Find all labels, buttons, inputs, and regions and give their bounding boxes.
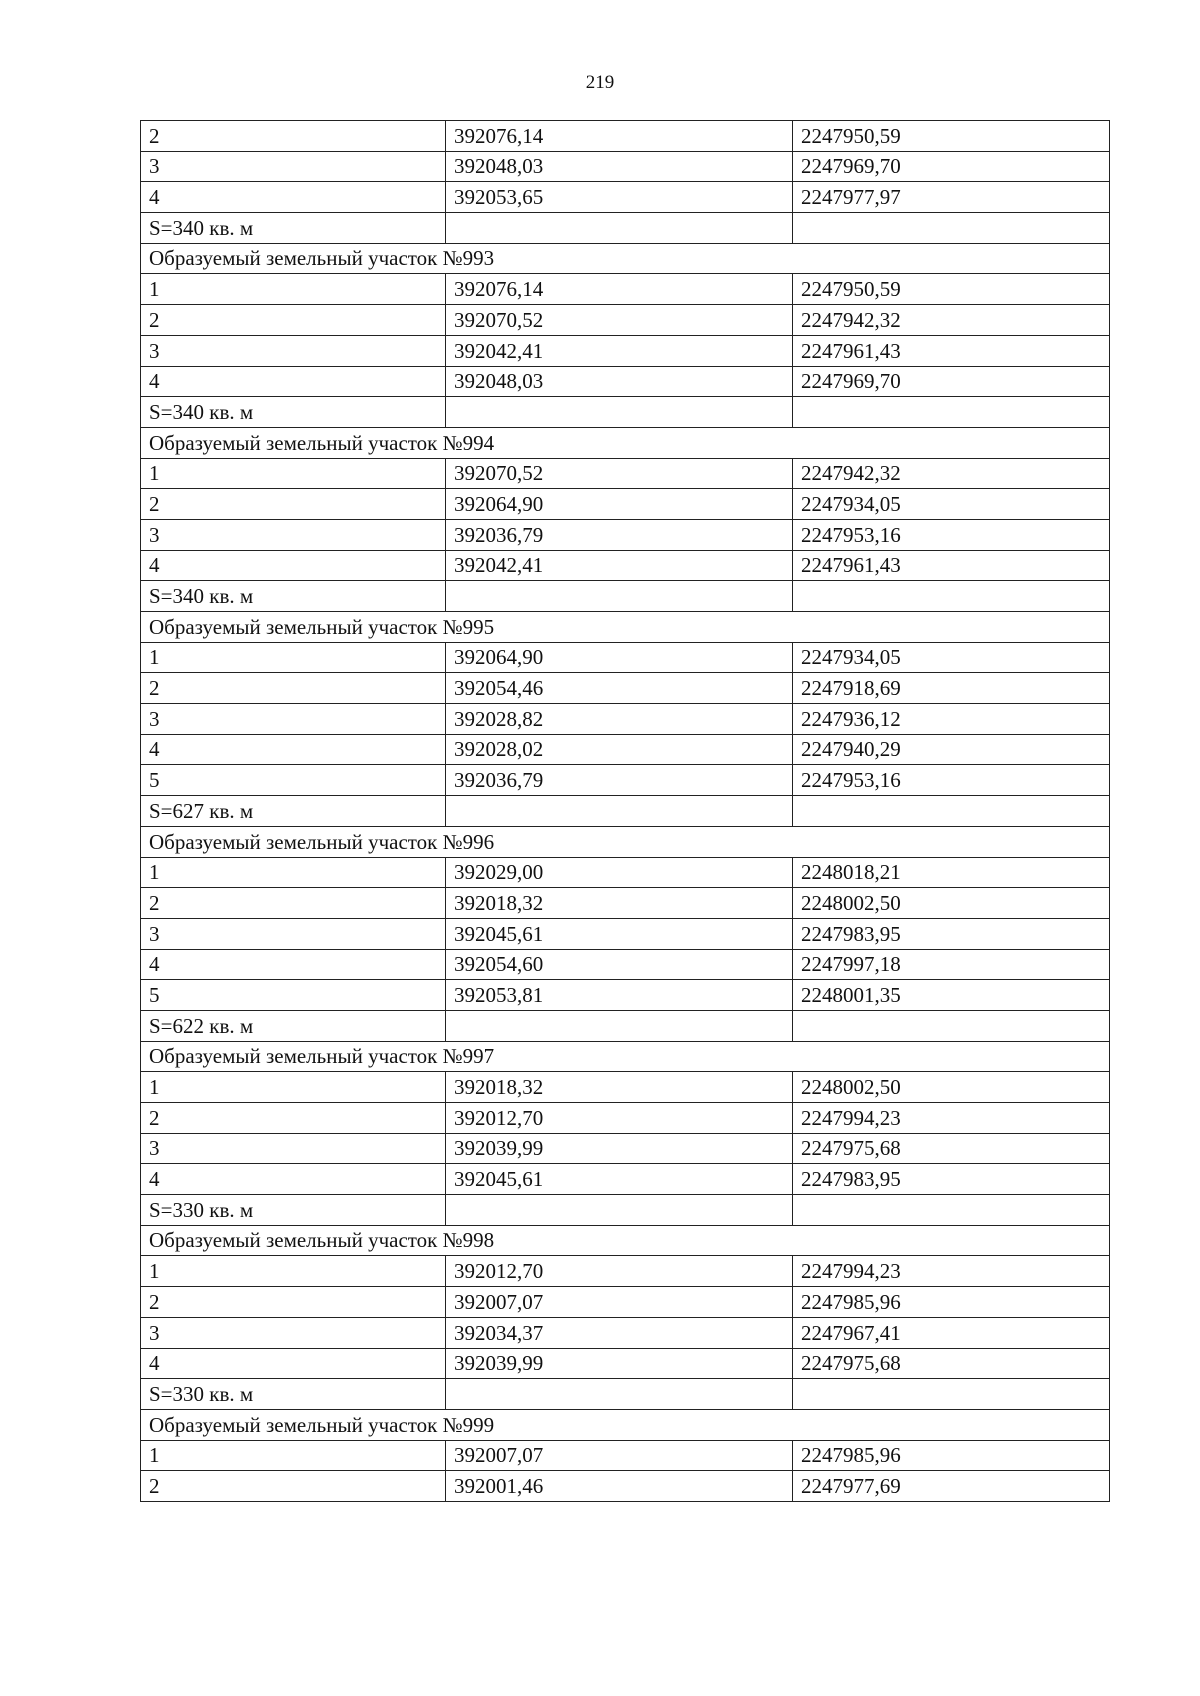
point-number-cell: 1 [141, 857, 446, 888]
page-number: 219 [585, 72, 615, 93]
x-coordinate-cell: 392042,41 [446, 550, 793, 581]
x-coordinate-cell: 392039,99 [446, 1133, 793, 1164]
y-coordinate-cell: 2247975,68 [793, 1133, 1110, 1164]
x-coordinate-cell: 392045,61 [446, 918, 793, 949]
point-number-cell: 1 [141, 1440, 446, 1471]
x-coordinate-cell: 392034,37 [446, 1317, 793, 1348]
x-coordinate-cell: 392012,70 [446, 1256, 793, 1287]
y-coordinate-cell: 2247977,97 [793, 182, 1110, 213]
y-coordinate-cell: 2248002,50 [793, 1072, 1110, 1103]
empty-cell [446, 581, 793, 612]
parcel-heading-cell: Образуемый земельный участок №995 [141, 612, 1110, 643]
y-coordinate-cell: 2247953,16 [793, 519, 1110, 550]
point-number-cell: 3 [141, 151, 446, 182]
x-coordinate-cell: 392042,41 [446, 335, 793, 366]
parcel-heading-row [141, 1041, 1110, 1072]
area-value-cell: S=340 кв. м [141, 581, 446, 612]
point-number-cell: 4 [141, 1164, 446, 1195]
area-value-cell: S=340 кв. м [141, 213, 446, 244]
y-coordinate-cell: 2247953,16 [793, 765, 1110, 796]
x-coordinate-cell: 392064,90 [446, 489, 793, 520]
y-coordinate-cell: 2247950,59 [793, 274, 1110, 305]
y-coordinate-cell: 2247985,96 [793, 1287, 1110, 1318]
y-coordinate-cell: 2247918,69 [793, 673, 1110, 704]
x-coordinate-cell: 392070,52 [446, 305, 793, 336]
point-number-cell: 2 [141, 1471, 446, 1502]
y-coordinate-cell: 2247942,32 [793, 458, 1110, 489]
y-coordinate-cell: 2247961,43 [793, 335, 1110, 366]
y-coordinate-cell: 2248018,21 [793, 857, 1110, 888]
point-row [141, 1348, 1110, 1379]
x-coordinate-cell: 392048,03 [446, 151, 793, 182]
point-row [141, 765, 1110, 796]
x-coordinate-cell: 392053,81 [446, 980, 793, 1011]
y-coordinate-cell: 2247936,12 [793, 704, 1110, 735]
y-coordinate-cell: 2247985,96 [793, 1440, 1110, 1471]
point-row [141, 366, 1110, 397]
y-coordinate-cell: 2247940,29 [793, 734, 1110, 765]
empty-cell [446, 1010, 793, 1041]
coordinates-table [140, 120, 1110, 1502]
y-coordinate-cell: 2247983,95 [793, 1164, 1110, 1195]
point-row [141, 305, 1110, 336]
y-coordinate-cell: 2248001,35 [793, 980, 1110, 1011]
point-number-cell: 1 [141, 1072, 446, 1103]
point-number-cell: 2 [141, 1287, 446, 1318]
area-value-cell: S=340 кв. м [141, 397, 446, 428]
empty-cell [446, 796, 793, 827]
area-row [141, 213, 1110, 244]
point-number-cell: 2 [141, 305, 446, 336]
point-row [141, 550, 1110, 581]
x-coordinate-cell: 392018,32 [446, 888, 793, 919]
point-number-cell: 2 [141, 489, 446, 520]
parcel-heading-row [141, 826, 1110, 857]
x-coordinate-cell: 392070,52 [446, 458, 793, 489]
x-coordinate-cell: 392054,46 [446, 673, 793, 704]
coordinates-table-body [141, 121, 1110, 1502]
x-coordinate-cell: 392029,00 [446, 857, 793, 888]
empty-cell [793, 1379, 1110, 1410]
y-coordinate-cell: 2247977,69 [793, 1471, 1110, 1502]
point-number-cell: 4 [141, 182, 446, 213]
point-row [141, 335, 1110, 366]
point-row [141, 121, 1110, 152]
x-coordinate-cell: 392048,03 [446, 366, 793, 397]
point-row [141, 182, 1110, 213]
point-row [141, 458, 1110, 489]
point-row [141, 642, 1110, 673]
x-coordinate-cell: 392028,02 [446, 734, 793, 765]
parcel-heading-row [141, 243, 1110, 274]
parcel-heading-cell: Образуемый земельный участок №996 [141, 826, 1110, 857]
point-row [141, 673, 1110, 704]
parcel-heading-row [141, 427, 1110, 458]
point-row [141, 1287, 1110, 1318]
area-row [141, 1195, 1110, 1226]
point-number-cell: 1 [141, 1256, 446, 1287]
area-row [141, 796, 1110, 827]
y-coordinate-cell: 2247950,59 [793, 121, 1110, 152]
x-coordinate-cell: 392007,07 [446, 1287, 793, 1318]
point-number-cell: 1 [141, 642, 446, 673]
x-coordinate-cell: 392001,46 [446, 1471, 793, 1502]
parcel-heading-cell: Образуемый земельный участок №999 [141, 1409, 1110, 1440]
point-number-cell: 4 [141, 1348, 446, 1379]
y-coordinate-cell: 2247967,41 [793, 1317, 1110, 1348]
point-row [141, 1072, 1110, 1103]
x-coordinate-cell: 392064,90 [446, 642, 793, 673]
point-row [141, 1471, 1110, 1502]
parcel-heading-cell: Образуемый земельный участок №998 [141, 1225, 1110, 1256]
x-coordinate-cell: 392039,99 [446, 1348, 793, 1379]
empty-cell [446, 1195, 793, 1226]
point-number-cell: 4 [141, 734, 446, 765]
point-number-cell: 3 [141, 704, 446, 735]
point-row [141, 704, 1110, 735]
point-row [141, 489, 1110, 520]
y-coordinate-cell: 2247983,95 [793, 918, 1110, 949]
parcel-heading-cell: Образуемый земельный участок №993 [141, 243, 1110, 274]
y-coordinate-cell: 2248002,50 [793, 888, 1110, 919]
point-number-cell: 2 [141, 1103, 446, 1134]
point-number-cell: 3 [141, 1133, 446, 1164]
point-number-cell: 3 [141, 519, 446, 550]
parcel-heading-row [141, 612, 1110, 643]
point-row [141, 1317, 1110, 1348]
parcel-heading-cell: Образуемый земельный участок №997 [141, 1041, 1110, 1072]
empty-cell [446, 1379, 793, 1410]
x-coordinate-cell: 392053,65 [446, 182, 793, 213]
empty-cell [793, 796, 1110, 827]
point-number-cell: 5 [141, 765, 446, 796]
empty-cell [793, 397, 1110, 428]
point-row [141, 1133, 1110, 1164]
parcel-heading-cell: Образуемый земельный участок №994 [141, 427, 1110, 458]
point-number-cell: 4 [141, 366, 446, 397]
point-number-cell: 5 [141, 980, 446, 1011]
point-number-cell: 4 [141, 949, 446, 980]
area-value-cell: S=627 кв. м [141, 796, 446, 827]
point-row [141, 980, 1110, 1011]
y-coordinate-cell: 2247969,70 [793, 366, 1110, 397]
point-row [141, 888, 1110, 919]
y-coordinate-cell: 2247961,43 [793, 550, 1110, 581]
y-coordinate-cell: 2247969,70 [793, 151, 1110, 182]
point-row [141, 1256, 1110, 1287]
x-coordinate-cell: 392018,32 [446, 1072, 793, 1103]
y-coordinate-cell: 2247994,23 [793, 1103, 1110, 1134]
empty-cell [793, 581, 1110, 612]
area-value-cell: S=622 кв. м [141, 1010, 446, 1041]
y-coordinate-cell: 2247942,32 [793, 305, 1110, 336]
x-coordinate-cell: 392036,79 [446, 519, 793, 550]
point-row [141, 1440, 1110, 1471]
area-value-cell: S=330 кв. м [141, 1195, 446, 1226]
point-number-cell: 4 [141, 550, 446, 581]
point-number-cell: 2 [141, 888, 446, 919]
x-coordinate-cell: 392036,79 [446, 765, 793, 796]
empty-cell [793, 1195, 1110, 1226]
point-row [141, 151, 1110, 182]
point-row [141, 857, 1110, 888]
x-coordinate-cell: 392054,60 [446, 949, 793, 980]
y-coordinate-cell: 2247997,18 [793, 949, 1110, 980]
empty-cell [446, 213, 793, 244]
x-coordinate-cell: 392076,14 [446, 121, 793, 152]
parcel-heading-row [141, 1409, 1110, 1440]
x-coordinate-cell: 392007,07 [446, 1440, 793, 1471]
x-coordinate-cell: 392028,82 [446, 704, 793, 735]
area-row [141, 581, 1110, 612]
point-row [141, 949, 1110, 980]
point-number-cell: 1 [141, 458, 446, 489]
point-row [141, 274, 1110, 305]
area-row [141, 397, 1110, 428]
empty-cell [793, 213, 1110, 244]
point-number-cell: 3 [141, 918, 446, 949]
point-number-cell: 3 [141, 335, 446, 366]
area-row [141, 1379, 1110, 1410]
point-row [141, 734, 1110, 765]
point-row [141, 1164, 1110, 1195]
point-row [141, 1103, 1110, 1134]
point-number-cell: 3 [141, 1317, 446, 1348]
x-coordinate-cell: 392076,14 [446, 274, 793, 305]
parcel-heading-row [141, 1225, 1110, 1256]
y-coordinate-cell: 2247934,05 [793, 489, 1110, 520]
point-row [141, 918, 1110, 949]
empty-cell [793, 1010, 1110, 1041]
area-value-cell: S=330 кв. м [141, 1379, 446, 1410]
point-number-cell: 1 [141, 274, 446, 305]
y-coordinate-cell: 2247934,05 [793, 642, 1110, 673]
area-row [141, 1010, 1110, 1041]
point-row [141, 519, 1110, 550]
empty-cell [446, 397, 793, 428]
y-coordinate-cell: 2247994,23 [793, 1256, 1110, 1287]
x-coordinate-cell: 392012,70 [446, 1103, 793, 1134]
point-number-cell: 2 [141, 673, 446, 704]
x-coordinate-cell: 392045,61 [446, 1164, 793, 1195]
y-coordinate-cell: 2247975,68 [793, 1348, 1110, 1379]
point-number-cell: 2 [141, 121, 446, 152]
